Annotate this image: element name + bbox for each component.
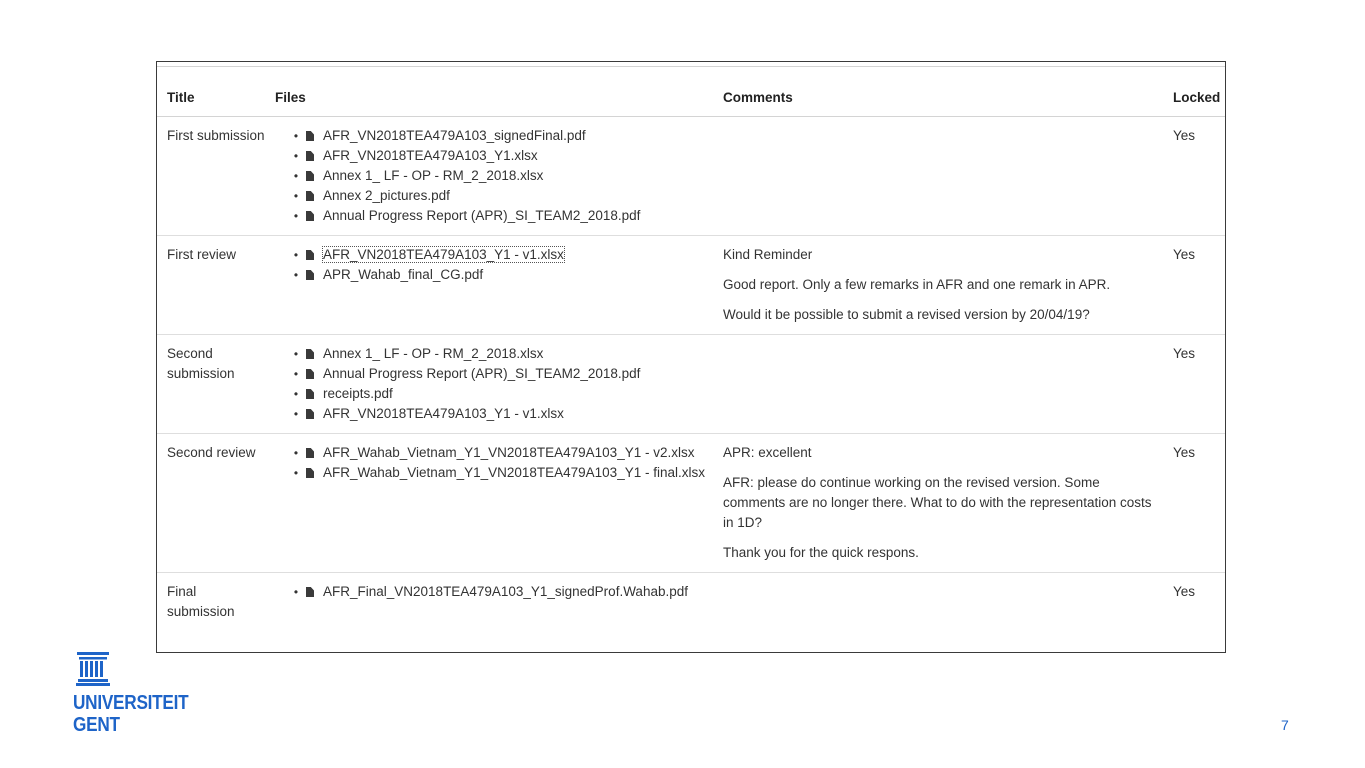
bullet: • [293, 248, 299, 262]
page-number: 7 [1281, 717, 1289, 733]
bullet: • [293, 129, 299, 143]
bullet: • [293, 149, 299, 163]
bullet: • [293, 407, 299, 421]
submissions-table [157, 66, 1226, 631]
comment-paragraph: AFR: please do continue working on the revised version. Some comments are no longer there. What to do with the representation costs in 1D? [723, 475, 1152, 530]
file-item [293, 384, 713, 404]
row-locked: Yes [1163, 236, 1226, 335]
file-link[interactable]: Annual Progress Report (APR)_SI_TEAM2_2018.pdf [323, 208, 641, 223]
file-icon [306, 448, 314, 458]
file-link[interactable]: AFR_VN2018TEA479A103_Y1 - v1.xlsx [323, 406, 564, 421]
table-row [157, 434, 1226, 573]
row-comments [713, 236, 1163, 335]
bullet: • [293, 209, 299, 223]
file-item [293, 166, 713, 186]
bullet: • [293, 189, 299, 203]
file-item [293, 443, 713, 463]
file-item [293, 186, 713, 206]
file-item [293, 344, 713, 364]
row-comments [713, 434, 1163, 573]
column-header-files: Files [265, 67, 713, 117]
file-link[interactable]: AFR_VN2018TEA479A103_Y1 - v1.xlsx [323, 247, 564, 262]
file-list [265, 126, 713, 226]
table-row [157, 573, 1226, 632]
row-title: First review [157, 236, 265, 335]
row-locked: Yes [1163, 117, 1226, 236]
file-list [265, 443, 713, 483]
file-icon [306, 349, 314, 359]
file-icon [306, 468, 314, 478]
row-files [265, 573, 713, 632]
file-icon [306, 191, 314, 201]
file-link[interactable]: APR_Wahab_final_CG.pdf [323, 267, 484, 282]
file-link[interactable]: Annex 1_ LF - OP - RM_2_2018.xlsx [323, 168, 544, 183]
comment-paragraph: Thank you for the quick respons. [723, 545, 919, 560]
comment-paragraph: Kind Reminder [723, 247, 813, 262]
row-title: Final submission [167, 584, 235, 619]
row-locked: Yes [1163, 434, 1226, 573]
bullet: • [293, 367, 299, 381]
file-list [265, 245, 713, 285]
bullet: • [293, 466, 299, 480]
submissions-panel [156, 61, 1226, 653]
file-icon [306, 250, 314, 260]
file-link[interactable]: receipts.pdf [323, 386, 393, 401]
file-item [293, 463, 713, 483]
row-files [265, 434, 713, 573]
column-header-comments: Comments [713, 67, 1163, 117]
logo-text-universiteit: UNIVERSITEIT [73, 692, 189, 714]
row-title: First submission [157, 117, 265, 236]
file-link[interactable]: Annual Progress Report (APR)_SI_TEAM2_2018.pdf [323, 366, 641, 381]
row-files [265, 335, 713, 434]
university-logo [73, 650, 193, 740]
file-link[interactable]: AFR_VN2018TEA479A103_signedFinal.pdf [323, 128, 586, 143]
file-item [293, 582, 713, 602]
bullet: • [293, 347, 299, 361]
file-link[interactable]: AFR_VN2018TEA479A103_Y1.xlsx [323, 148, 538, 163]
file-list [265, 582, 713, 602]
row-comments [713, 335, 1163, 434]
file-icon [306, 389, 314, 399]
university-building-icon [74, 650, 112, 688]
file-link[interactable]: AFR_Final_VN2018TEA479A103_Y1_signedProf.Wahab.pdf [323, 584, 688, 599]
column-header-title: Title [157, 67, 265, 117]
row-locked: Yes [1163, 335, 1226, 434]
file-item [293, 265, 713, 285]
comment-paragraph: Would it be possible to submit a revised version by 20/04/19? [723, 307, 1090, 322]
file-item [293, 206, 713, 226]
row-files [265, 236, 713, 335]
file-icon [306, 270, 314, 280]
file-icon [306, 211, 314, 221]
bullet: • [293, 446, 299, 460]
file-link[interactable]: Annex 1_ LF - OP - RM_2_2018.xlsx [323, 346, 544, 361]
bullet: • [293, 387, 299, 401]
table-header-row [157, 67, 1226, 117]
comment-paragraph: APR: excellent [723, 445, 812, 460]
row-files [265, 117, 713, 236]
bullet: • [293, 585, 299, 599]
file-icon [306, 171, 314, 181]
table-row [157, 117, 1226, 236]
file-item [293, 364, 713, 384]
file-link[interactable]: AFR_Wahab_Vietnam_Y1_VN2018TEA479A103_Y1 - v2.xlsx [323, 445, 695, 460]
file-icon [306, 587, 314, 597]
row-title: Second review [157, 434, 265, 573]
file-link[interactable]: Annex 2_pictures.pdf [323, 188, 450, 203]
file-icon [306, 409, 314, 419]
file-icon [306, 151, 314, 161]
file-list [265, 344, 713, 424]
table-row [157, 335, 1226, 434]
row-comments [713, 117, 1163, 236]
file-icon [306, 131, 314, 141]
file-icon [306, 369, 314, 379]
file-item [293, 404, 713, 424]
table-row [157, 236, 1226, 335]
logo-text-gent: GENT [73, 714, 120, 736]
file-item [293, 245, 713, 265]
bullet: • [293, 268, 299, 282]
file-item [293, 146, 713, 166]
row-title: Second submission [157, 335, 265, 434]
file-link[interactable]: AFR_Wahab_Vietnam_Y1_VN2018TEA479A103_Y1 - final.xlsx [323, 465, 705, 480]
file-item [293, 126, 713, 146]
bullet: • [293, 169, 299, 183]
column-header-locked: Locked [1163, 67, 1226, 117]
comment-paragraph: Good report. Only a few remarks in AFR and one remark in APR. [723, 277, 1111, 292]
row-comments [713, 573, 1163, 632]
row-locked: Yes [1173, 584, 1196, 599]
